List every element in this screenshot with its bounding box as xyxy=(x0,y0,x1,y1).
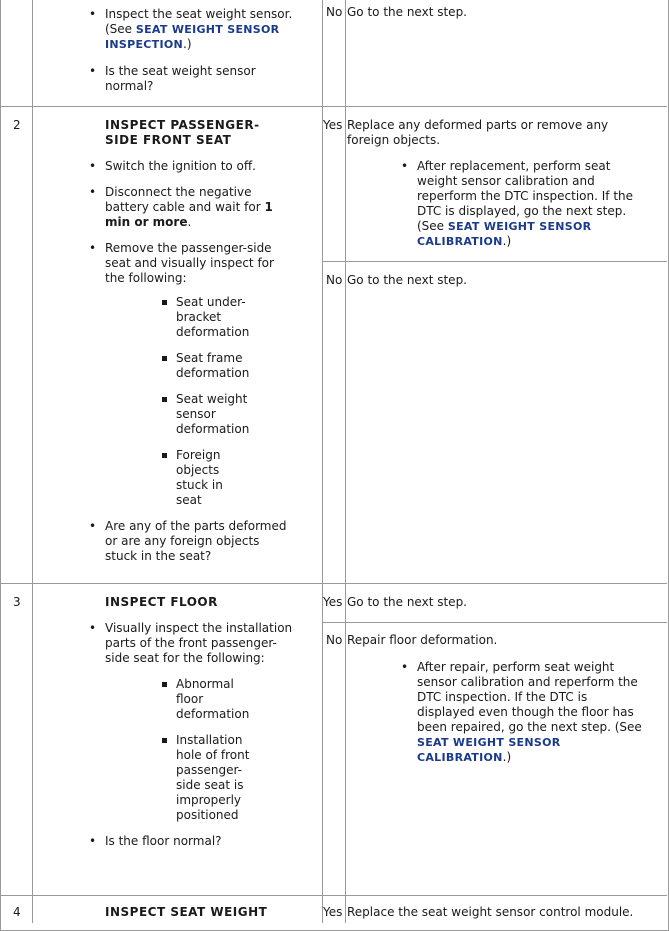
result-yes-text: Go to the next step. xyxy=(347,595,467,609)
sub-list-item: Seat frame deformation xyxy=(176,351,266,381)
item-text: After replacement, perform seat weight sensor calibration and reperform the DTC inspection. If the DTC is displayed, go the next step. (See xyxy=(417,159,634,233)
list-item xyxy=(105,185,295,230)
sub-list-item: Seat under-bracket deformation xyxy=(176,295,266,340)
list-item: • Is the floor normal? xyxy=(105,834,295,849)
item-text-bold: 1 min or more xyxy=(105,200,273,229)
seat-weight-sensor-calibration-link[interactable]: SEAT WEIGHT SENSOR CALIBRATION xyxy=(417,220,592,248)
column-divider-result xyxy=(345,0,346,923)
result-no-label: No xyxy=(326,5,343,19)
result-no-text: Go to the next step. xyxy=(347,5,467,19)
step-number: 2 xyxy=(13,118,21,132)
result-divider-3 xyxy=(322,622,667,623)
list-item xyxy=(105,241,295,508)
list-item xyxy=(417,159,642,249)
step-number: 4 xyxy=(13,905,21,919)
row2-result-detail xyxy=(417,159,642,249)
row-divider-3 xyxy=(0,895,667,896)
result-no-text: Repair floor deformation. xyxy=(347,633,498,647)
step-title: INSPECT FLOOR xyxy=(105,595,218,609)
item-text: Disconnect the negative battery cable and wait for xyxy=(105,185,265,214)
result-yes-text: Replace any deformed parts or remove any foreign objects. xyxy=(347,118,609,147)
result-no-label: No xyxy=(326,633,343,647)
result-yes-label: Yes xyxy=(323,595,343,609)
step-title: INSPECT SEAT WEIGHT xyxy=(105,905,268,919)
list-item xyxy=(105,621,295,823)
column-divider-action xyxy=(322,0,323,923)
item-text: Remove the passenger-side seat and visually inspect for the following: xyxy=(105,241,274,285)
result-yes-label: Yes xyxy=(323,118,343,132)
result-no-text: Go to the next step. xyxy=(347,273,467,287)
seat-weight-sensor-inspection-link[interactable]: SEAT WEIGHT SENSOR INSPECTION xyxy=(105,23,280,51)
row2-action xyxy=(105,159,295,564)
row-divider-2 xyxy=(0,583,667,584)
list-item: • Are any of the parts deformed or are any foreign objects stuck in the seat? xyxy=(105,519,295,564)
result-yes-label: Yes xyxy=(323,905,343,919)
list-item xyxy=(417,660,642,765)
step-number: 3 xyxy=(13,595,21,609)
column-divider-number xyxy=(32,0,33,923)
list-item xyxy=(105,7,305,52)
row1-action xyxy=(105,7,305,94)
sub-list-item: Installation hole of front passenger-side seat is improperly positioned xyxy=(176,733,256,823)
row-divider-1 xyxy=(0,106,667,107)
item-text: Visually inspect the installation parts of the front passenger-side seat for the following: xyxy=(105,621,293,665)
result-divider-2 xyxy=(322,261,667,262)
seat-weight-sensor-calibration-link[interactable]: SEAT WEIGHT SENSOR CALIBRATION xyxy=(417,736,561,764)
sub-list-item: Seat weight sensor deformation xyxy=(176,392,266,437)
result-yes-text: Replace the seat weight sensor control module. xyxy=(347,905,634,919)
item-text: .) xyxy=(502,750,512,764)
item-text: After repair, perform seat weight sensor calibration and reperform the DTC inspection. If the DTC is displayed even though the floor has been repaired, go the next step. (See xyxy=(417,660,642,734)
item-text: . xyxy=(187,215,192,229)
list-item: • Is the seat weight sensor normal? xyxy=(105,64,305,94)
step-title: INSPECT PASSENGER-SIDE FRONT SEAT xyxy=(105,118,260,147)
sub-list-item: Abnormal floor deformation xyxy=(176,677,250,721)
sub-list-item: Foreign objects stuck in seat xyxy=(176,448,236,508)
item-text: Inspect the seat weight sensor. (See xyxy=(105,7,293,36)
item-text: .) xyxy=(502,234,512,248)
row3-action xyxy=(105,621,295,849)
item-text: .) xyxy=(183,37,192,51)
row3-result-detail xyxy=(417,660,642,765)
list-item: • Switch the ignition to off. xyxy=(105,159,295,174)
result-no-label: No xyxy=(326,273,343,287)
